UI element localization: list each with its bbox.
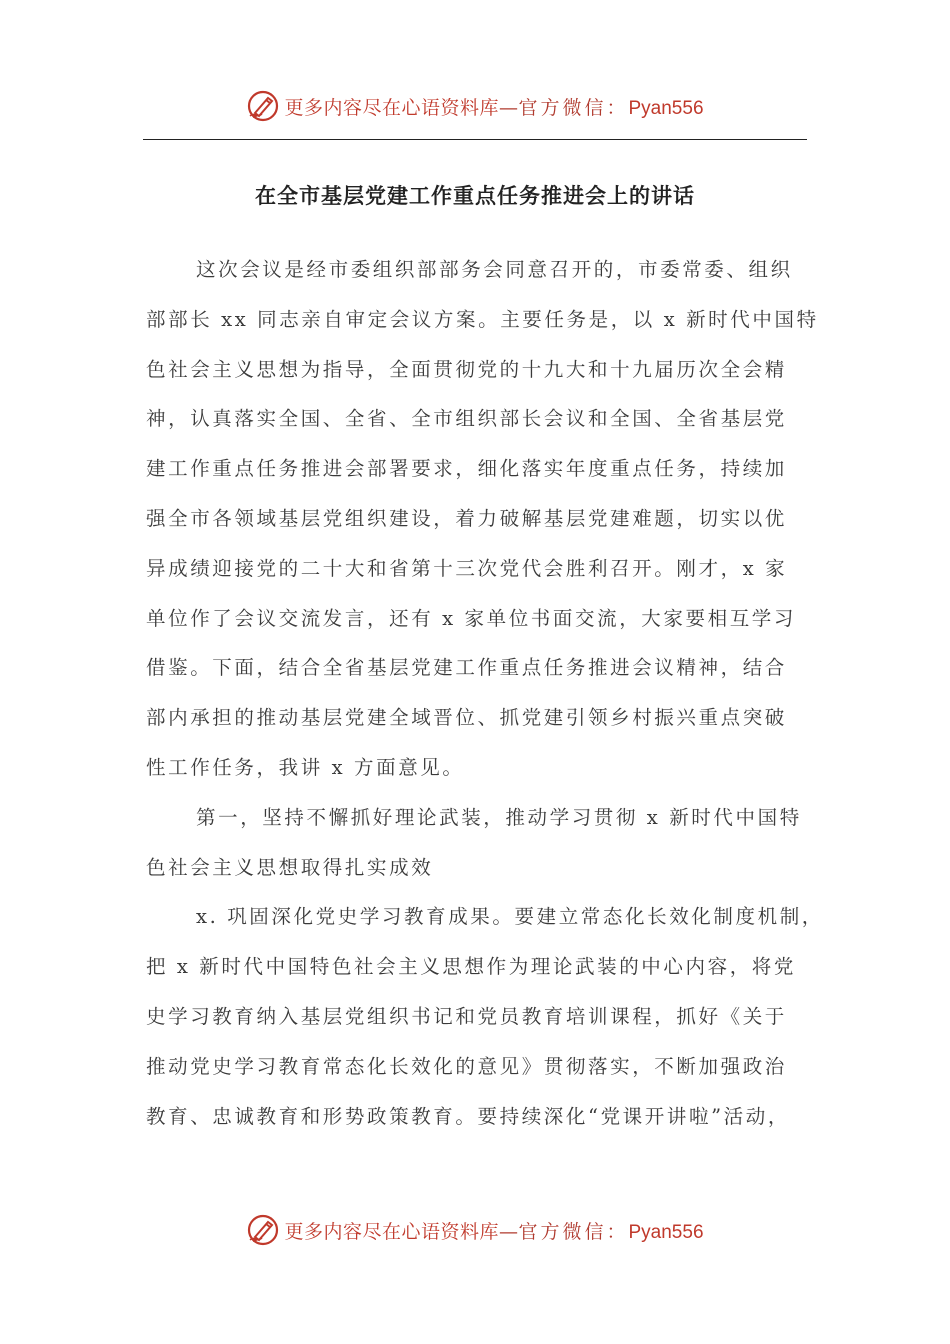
header-divider <box>143 139 807 140</box>
text-line: 这次会议是经市委组织部部务会同意召开的，市委常委、组织 <box>196 258 793 281</box>
text-line: 强全市各领域基层党组织建设，着力破解基层党建难题，切实以优 <box>146 506 787 530</box>
text-line: 推动党史学习教育常态化长效化的意见》贯彻落实，不断加强政治 <box>146 1054 787 1078</box>
banner-wechat-label: 官方微信： <box>518 1220 629 1243</box>
banner-wechat-label: 官方微信： <box>518 96 629 119</box>
text-line: 借鉴。下面，结合全省基层党建工作重点任务推进会议精神，结合 <box>146 656 787 680</box>
pen-nib-logo-icon <box>246 89 280 123</box>
text-line: 把 x 新时代中国特色社会主义思想作为理论武装的中心内容，将党 <box>146 955 796 979</box>
text-line: 异成绩迎接党的二十大和省第十三次党代会胜利召开。刚才，x 家 <box>146 556 788 580</box>
banner-main-text: 更多内容尽在心语资料库 <box>284 1220 499 1243</box>
text-line: x. 巩固深化党史学习教育成果。要建立常态化长效化制度机制， <box>196 905 824 929</box>
text-line: 单位作了会议交流发言，还有 x 家单位书面交流，大家要相互学习 <box>146 606 796 630</box>
text-line: 部内承担的推动基层党建全域晋位、抓党建引领乡村振兴重点突破 <box>146 706 787 730</box>
text-line: 部部长 xx 同志亲自审定会议方案。主要任务是，以 x 新时代中国特 <box>146 307 819 331</box>
banner-separator: — <box>498 1220 519 1243</box>
footer-banner <box>0 1208 950 1252</box>
pen-nib-logo-icon <box>246 1213 280 1247</box>
text-line: 史学习教育纳入基层党组织书记和党员教育培训课程，抓好《关于 <box>146 1004 787 1028</box>
banner-text <box>284 93 703 120</box>
section-heading-line: 色社会主义思想取得扎实成效 <box>146 855 434 879</box>
document-body <box>146 252 824 1148</box>
text-line: 教育、忠诚教育和形势政策教育。要持续深化“党课开讲啦”活动， <box>146 1104 790 1128</box>
banner-main-text: 更多内容尽在心语资料库 <box>284 96 499 119</box>
banner-wechat-id: Pyan556 <box>628 1221 704 1243</box>
banner-wechat-id: Pyan556 <box>628 97 704 119</box>
text-line: 色社会主义思想为指导，全面贯彻党的十九大和十九届历次全会精 <box>146 357 787 381</box>
banner-text <box>284 1217 703 1244</box>
document-title: 在全市基层党建工作重点任务推进会上的讲话 <box>255 183 695 208</box>
banner-separator: — <box>498 96 519 119</box>
text-line: 性工作任务，我讲 x 方面意见。 <box>146 755 465 779</box>
text-line: 神，认真落实全国、全省、全市组织部长会议和全国、全省基层党 <box>146 407 787 431</box>
text-line: 建工作重点任务推进会部署要求，细化落实年度重点任务，持续加 <box>146 457 787 481</box>
section-heading-line: 第一，坚持不懈抓好理论武装，推动学习贯彻 x 新时代中国特 <box>196 805 802 829</box>
header-banner <box>0 84 950 128</box>
